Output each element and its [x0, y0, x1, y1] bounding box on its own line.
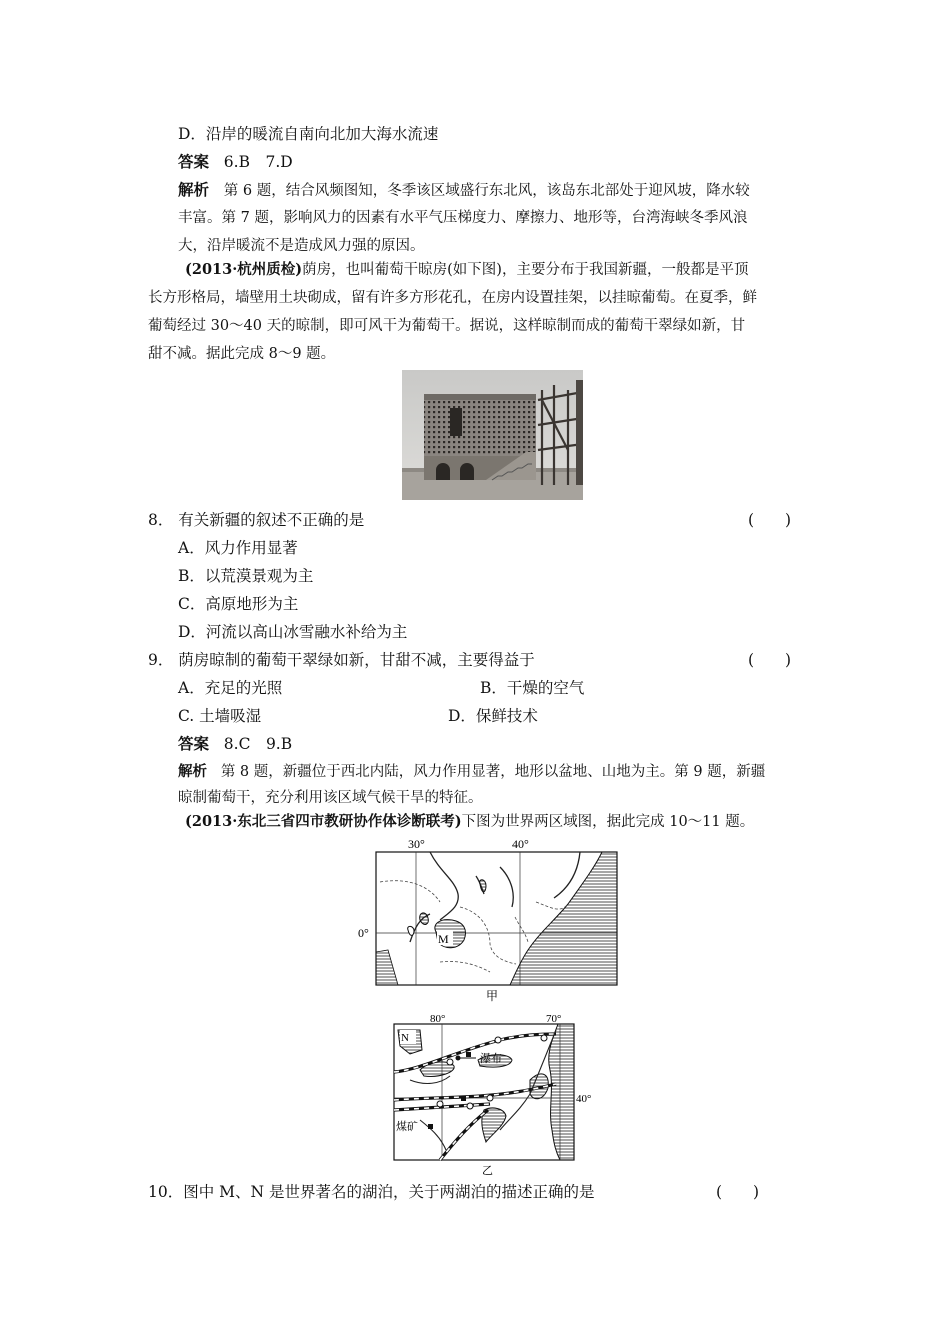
- coal-mine-label: 煤矿: [396, 1120, 418, 1133]
- lat-40-label: 40°: [576, 1093, 592, 1105]
- map-yi-caption: 乙: [482, 1164, 493, 1176]
- q8-option-b: B．以荒漠景观为主: [178, 567, 314, 585]
- answer-blank-8: ( ): [748, 511, 792, 529]
- explanation-6-7-line1: [178, 180, 750, 201]
- explanation-6-7-line2: 丰富。第 7 题，影响风力的因素有水平气压梯度力、摩擦力、地形等，台湾海峡冬季风浪: [178, 210, 748, 226]
- drying-house-photo: [402, 370, 583, 500]
- explanation-text: 第 6 题，结合风频图知，冬季该区域盛行东北风，该岛东北部处于迎风坡，降水较: [223, 183, 750, 199]
- waterfall-label: 瀑布: [480, 1052, 502, 1065]
- lat-0-label: 0°: [358, 926, 369, 940]
- map-yi: [380, 1010, 600, 1176]
- source-label: (2013·杭州质检): [185, 261, 303, 278]
- lon-80-label: 80°: [430, 1013, 446, 1025]
- question-8: 8． 有关新疆的叙述不正确的是: [148, 511, 365, 529]
- q9-option-c: C. 土墙吸湿: [178, 707, 262, 725]
- question-10: 10．图中 M、N 是世界著名的湖泊，关于两湖泊的描述正确的是: [148, 1183, 595, 1201]
- q9-option-b: B．干燥的空气: [480, 679, 585, 697]
- intro-text: 荫房，也叫葡萄干晾房(如下图)，主要分布于我国新疆，一般都是平顶: [302, 262, 749, 278]
- intro-8-9-line4: 甜不减。据此完成 8～9 题。: [148, 346, 336, 362]
- answer-label: 答案: [178, 734, 210, 753]
- lon-40-label: 40°: [512, 837, 529, 851]
- explanation-label: 解析: [178, 763, 207, 780]
- intro-8-9-line1: [185, 260, 748, 280]
- answer-value: 6.B 7.D: [223, 153, 293, 171]
- question-9: 9． 荫房晾制的葡萄干翠绿如新，甘甜不减，主要得益于: [148, 651, 535, 669]
- answer-label: 答案: [178, 152, 210, 171]
- explanation-label: 解析: [178, 180, 210, 199]
- lon-70-label: 70°: [546, 1013, 562, 1025]
- answer-blank-9: ( ): [748, 651, 792, 669]
- answer-8-9: [178, 734, 292, 754]
- lon-30-label: 30°: [408, 837, 425, 851]
- intro-8-9-line2: 长方形格局，墙壁用土块砌成，留有许多方形花孔，在房内设置挂架，以挂晾葡萄。在夏季，鲜: [148, 290, 757, 306]
- lake-m-label: M: [438, 932, 449, 946]
- q7-option-d: D．沿岸的暖流自南向北加大海水流速: [178, 125, 439, 143]
- explanation-text: 第 8 题，新疆位于西北内陆，风力作用显著，地形以盆地、山地为主。第 9 题，新疆: [220, 764, 766, 780]
- answer-6-7: [178, 152, 293, 172]
- map-jia: [340, 832, 630, 1002]
- q9-option-a: A．充足的光照: [178, 679, 283, 697]
- explanation-8-9-line1: [178, 762, 765, 782]
- map-jia-caption: 甲: [486, 989, 499, 1002]
- answer-value: 8.C 9.B: [223, 735, 293, 753]
- answer-blank-10: ( ): [716, 1183, 760, 1201]
- intro-10-11: [185, 812, 754, 832]
- q8-option-d: D．河流以高山冰雪融水补给为主: [178, 623, 408, 641]
- q9-option-d: D．保鲜技术: [448, 707, 538, 725]
- intro-text: 下图为世界两区域图，据此完成 10～11 题。: [461, 814, 755, 830]
- coal-mine-marker: [428, 1124, 433, 1129]
- explanation-8-9-line2: 晾制葡萄干，充分利用该区域气候干旱的特征。: [178, 790, 483, 806]
- intro-8-9-line3: 葡萄经过 30～40 天的晾制，即可风干为葡萄干。据说，这样晾制而成的葡萄干翠绿如新，甘: [148, 318, 746, 334]
- q8-option-c: C．高原地形为主: [178, 595, 299, 613]
- lake-n-label: N: [401, 1032, 409, 1044]
- q8-option-a: A．风力作用显著: [178, 539, 298, 557]
- source-label: (2013·东北三省四市教研协作体诊断联考): [185, 813, 462, 830]
- explanation-6-7-line3: 大，沿岸暖流不是造成风力强的原因。: [178, 238, 425, 254]
